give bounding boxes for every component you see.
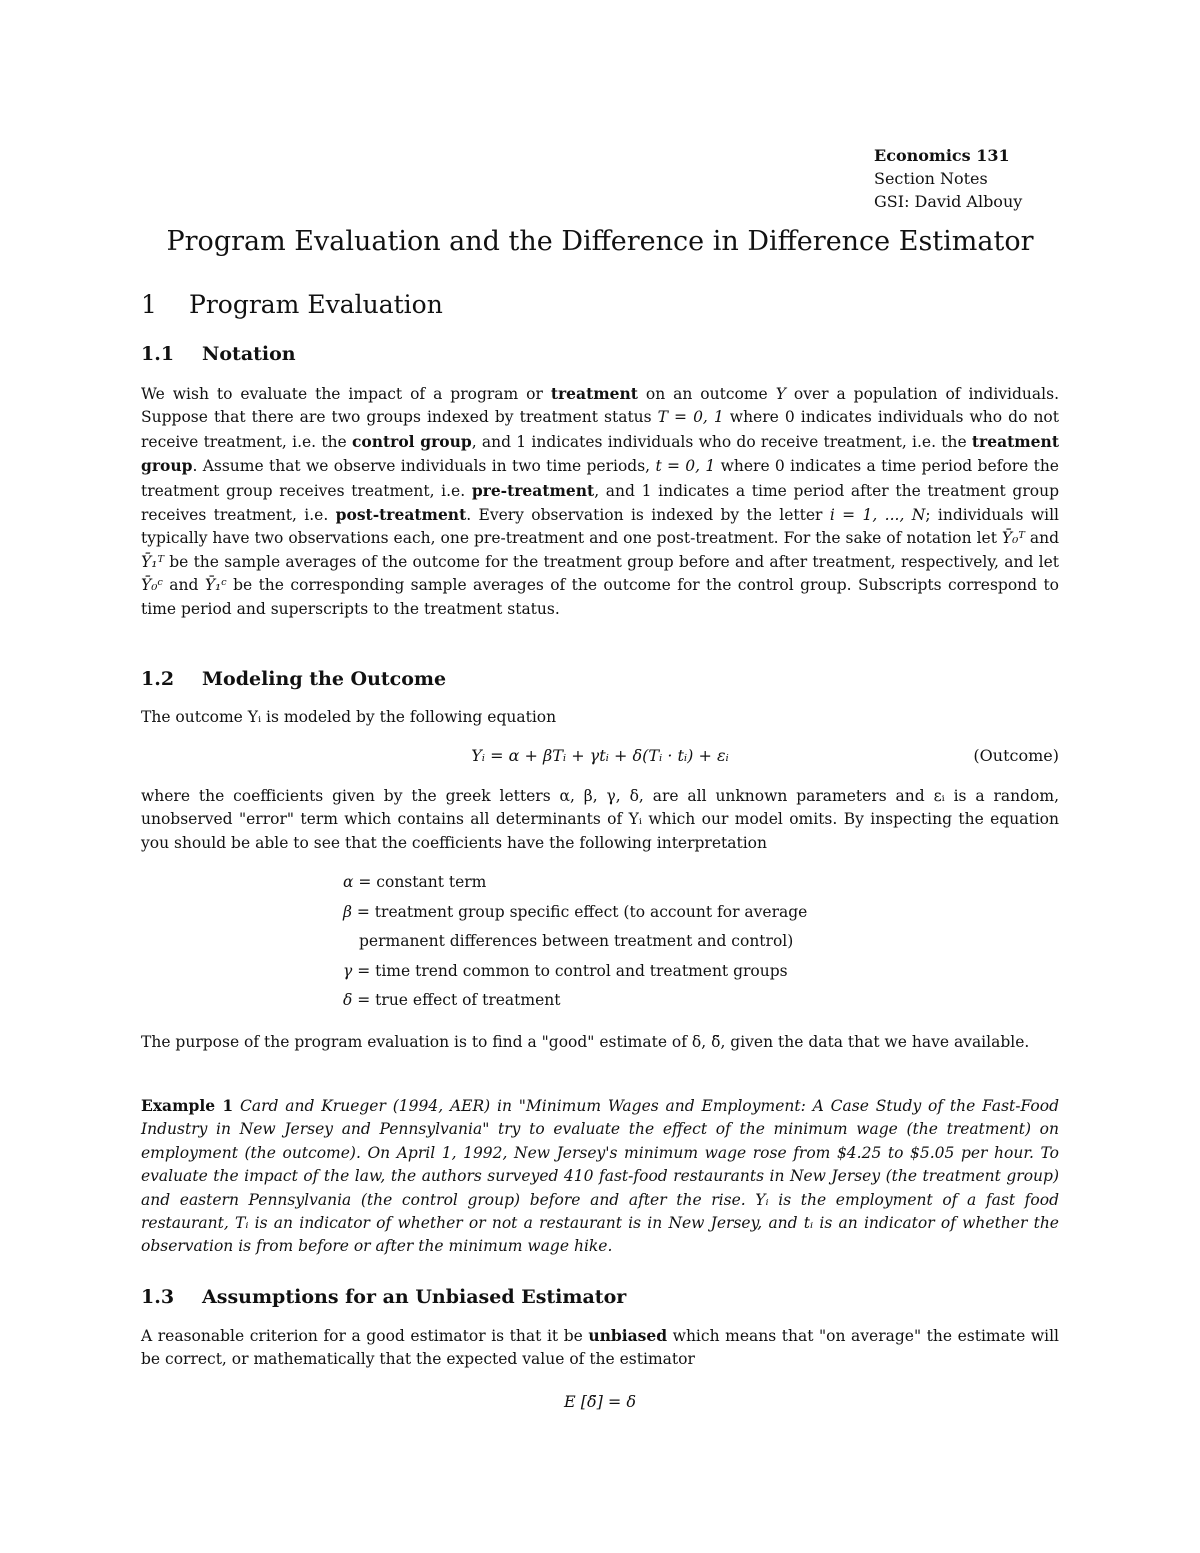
symbol: α bbox=[343, 873, 354, 891]
term-pre-treatment: pre-treatment bbox=[471, 480, 595, 500]
math-y: Y bbox=[775, 385, 786, 403]
symbol: β bbox=[343, 902, 352, 921]
subsection-1-3-heading bbox=[141, 1286, 626, 1308]
math-y0-treat: Ȳ₀ᵀ bbox=[1001, 529, 1025, 548]
math-y1-treat: Ȳ₁ᵀ bbox=[141, 552, 164, 571]
text-run: and bbox=[162, 576, 205, 595]
definition-text: = constant term bbox=[353, 873, 487, 891]
course-header bbox=[874, 144, 1022, 213]
text-run: which means that "on average" the estimate will be correct, or mathematically that the expected value of the estimator bbox=[141, 1327, 1059, 1369]
definition-beta bbox=[343, 898, 807, 928]
definition-alpha bbox=[343, 868, 807, 898]
subsection-title: Modeling the Outcome bbox=[202, 668, 447, 690]
term-control-group: control group bbox=[351, 431, 472, 451]
term-post-treatment: post-treatment bbox=[335, 505, 467, 525]
definition-text: = true effect of treatment bbox=[352, 991, 561, 1009]
text-run: and bbox=[1024, 529, 1059, 548]
symbol: γ bbox=[343, 961, 353, 980]
symbol: δ bbox=[343, 991, 353, 1009]
subsection-1-2-heading bbox=[141, 668, 446, 690]
section-notes-label: Section Notes bbox=[874, 169, 988, 188]
subsection-number: 1.1 bbox=[141, 343, 175, 365]
outcome-intro: The outcome Yᵢ is modeled by the following equation bbox=[141, 708, 557, 726]
text-run: . Every observation is indexed by the letter bbox=[466, 506, 830, 525]
unbiased-paragraph bbox=[141, 1324, 1059, 1372]
subsection-number: 1.3 bbox=[141, 1286, 175, 1308]
example-1 bbox=[141, 1094, 1059, 1259]
term-unbiased: unbiased bbox=[588, 1326, 668, 1345]
subsection-title: Notation bbox=[202, 343, 296, 365]
math-y1-control: Ȳ₁ᶜ bbox=[204, 576, 227, 595]
math-y0-control: Ȳ₀ᶜ bbox=[141, 576, 163, 595]
example-label: Example 1 bbox=[141, 1096, 234, 1115]
section-1-heading bbox=[141, 290, 443, 319]
text-run: ; individuals will typically have two observations each, one pre-treatment and one post-treatment. For the sake of notation let bbox=[141, 506, 1059, 548]
definition-gamma bbox=[343, 957, 807, 987]
outcome-equation: Yᵢ = α + βTᵢ + γtᵢ + δ(Tᵢ · tᵢ) + εᵢ bbox=[471, 746, 729, 765]
math-time-eq: t = 0, 1 bbox=[655, 457, 716, 476]
text-run: where 0 indicates a time period before the treatment group receives treatment, i.e. bbox=[141, 457, 1059, 500]
text-run: over a population of individuals. Suppose that there are two groups indexed by treatment status bbox=[141, 385, 1059, 427]
text-run: be the corresponding sample averages of the outcome for the control group. Subscripts correspond to time period and superscripts to the treatment status. bbox=[141, 576, 1059, 618]
section-number: 1 bbox=[141, 290, 157, 319]
equation-tag: (Outcome) bbox=[973, 746, 1059, 765]
text-run: be the sample averages of the outcome for the treatment group before and after treatment, respectively, and let bbox=[163, 552, 1059, 571]
document-title: Program Evaluation and the Difference in Difference Estimator bbox=[166, 226, 1034, 257]
definition-beta-continued bbox=[343, 927, 807, 957]
expectation-equation: E [δ̃] = δ bbox=[563, 1392, 637, 1411]
text-run: We wish to evaluate the impact of a program or bbox=[141, 385, 551, 403]
text-run: , and 1 indicates a time period after the treatment group receives treatment, i.e. bbox=[141, 481, 1059, 525]
math-index-eq: i = 1, ..., N bbox=[829, 506, 926, 525]
coefficients-paragraph: where the coefficients given by the greek letters α, β, γ, δ, are all unknown parameters and εᵢ is a random, unobserved "error" term which contains all determinants of Yᵢ which our model omits. By inspecting the equation you should be able to see that the coefficients have the following interpretation bbox=[141, 787, 1059, 852]
gsi-label: GSI: David Albouy bbox=[874, 192, 1023, 211]
subsection-number: 1.2 bbox=[141, 668, 175, 690]
term-treatment-group: treatment group bbox=[141, 431, 1059, 476]
example-text: Card and Krueger (1994, AER) in "Minimum Wages and Employment: A Case Study of the Fast-Food Industry in New Jersey and Pennsylvania" try to evaluate the effect of the minimum wage (the treatment) on employment (the outcome). On April 1, 1992, New Jersey's minimum wage rose from $4.25 to $5.05 per hour. To evaluate the impact of the law, the authors surveyed 410 fast-food restaurants in New Jersey (the treatment group) and eastern Pennsylvania (the control group) before and after the rise. Yᵢ is the employment of a fast food restaurant, Tᵢ is an indicator of whether or not a restaurant is in New Jersey, and tᵢ is an indicator of whether the observation is from before or after the minimum wage hike. bbox=[141, 1097, 1059, 1256]
definition-text: = time trend common to control and treatment groups bbox=[352, 961, 788, 980]
text-run: , and 1 indicates individuals who do receive treatment, i.e. the bbox=[471, 432, 972, 451]
subsection-1-1-heading bbox=[141, 343, 296, 365]
text-run: on an outcome bbox=[637, 385, 776, 403]
definition-delta bbox=[343, 986, 807, 1016]
text-run: A reasonable criterion for a good estimator is that it be bbox=[141, 1327, 589, 1345]
course-title: Economics 131 bbox=[874, 146, 1010, 165]
coefficient-definitions bbox=[343, 868, 807, 1016]
text-run: . Assume that we observe individuals in two time periods, bbox=[192, 457, 656, 476]
term-treatment: treatment bbox=[550, 384, 638, 403]
subsection-title: Assumptions for an Unbiased Estimator bbox=[202, 1286, 627, 1308]
definition-text: permanent differences between treatment and control) bbox=[359, 932, 794, 950]
text-run: where 0 indicates individuals who do not receive treatment, i.e. the bbox=[141, 408, 1059, 451]
math-t-eq: T = 0, 1 bbox=[657, 408, 724, 427]
section-title: Program Evaluation bbox=[189, 290, 443, 319]
notation-paragraph bbox=[141, 382, 1059, 621]
definition-text: = treatment group specific effect (to account for average bbox=[351, 902, 808, 921]
purpose-paragraph: The purpose of the program evaluation is to find a "good" estimate of δ, δ̃, given the data that we have available. bbox=[141, 1033, 1030, 1051]
